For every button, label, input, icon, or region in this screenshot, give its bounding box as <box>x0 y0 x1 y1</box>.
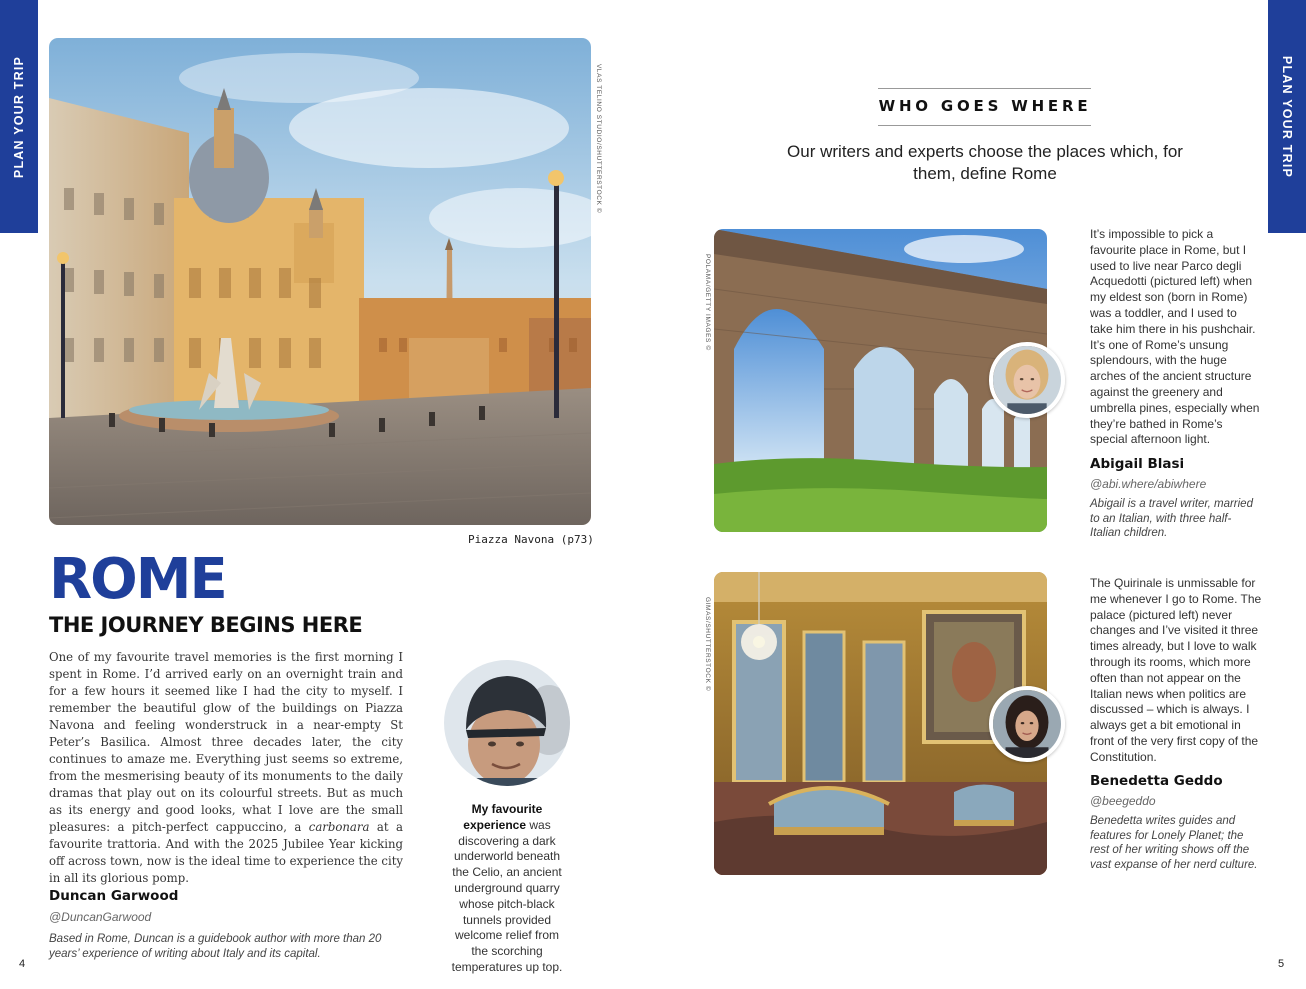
side-tab-label: PLAN YOUR TRIP <box>12 55 26 178</box>
author-avatar-duncan <box>444 660 570 786</box>
author-handle: @DuncanGarwood <box>49 910 152 924</box>
author-bio: Based in Rome, Duncan is a guidebook author with more than 20 years’ experience of writing about Italy and its capital. <box>49 933 382 960</box>
page-title: ROME <box>49 547 226 612</box>
page-subtitle: THE JOURNEY BEGINS HERE <box>49 613 363 637</box>
favourite-text: was discovering a dark underworld beneath the Celio, an ancient underground quarry whose pitch-black tunnels provided welcome relief from the scorching temperatures up top. <box>451 817 563 974</box>
writer-avatar-benedetta <box>989 686 1065 762</box>
intro-text-part1: One of my favourite travel memories is the first morning I spent in Rome. I’d arrived early on an overnight train and for a few hours it seemed like I had the city to myself. I remember the beautiful glow of the buildings on Piazza Navona and feeling wonderstruck in a near-empty St Peter’s Basilica. Almost three decades later, the city continues to amaze me. Everything just seems so extreme, from the mesmerising beauty of its monuments to the daily dramas that play out on its colourful streets. But as much as its energy and good looks, what I love are the small pleasures: a pitch-perfect cappuccino, a <box>49 650 403 834</box>
photo-credit: POLAMA/GETTY IMAGES © <box>704 254 711 351</box>
author-name: Duncan Garwood <box>49 888 179 904</box>
intro-paragraph <box>49 649 403 887</box>
favourite-lead: My favourite experience <box>463 802 543 832</box>
favourite-experience <box>448 802 566 976</box>
photo-credit: VLAS TELINO STUDIO/SHUTTERSTOCK © <box>595 64 602 214</box>
intro-text-italic: carbonara <box>308 820 370 834</box>
side-tab-right <box>1268 0 1306 233</box>
writer-handle-abigail: @abi.where/abiwhere <box>1090 477 1207 491</box>
heading-rule-top <box>878 88 1091 89</box>
photo-caption: Piazza Navona (p73) <box>468 533 594 546</box>
photo-credit: GIMAS/SHUTTERSTOCK © <box>704 597 711 692</box>
writer-bio-abigail: Abigail is a travel writer, married to an Italian, with three half-Italian children. <box>1090 498 1253 539</box>
hero-photo-piazza-navona <box>49 38 591 525</box>
writer-name-benedetta: Benedetta Geddo <box>1090 773 1223 789</box>
side-tab-label: PLAN YOUR TRIP <box>1280 55 1294 178</box>
writer-avatar-abigail <box>989 342 1065 418</box>
writer-text-abigail: It’s impossible to pick a favourite place in Rome, but I used to live near Parco degli Acquedotti (pictured left) when my eldest son (born in Rome) was a toddler, and I used to take him there in his pushchair. It’s one of Rome’s unsung splendours, with the huge arches of the ancient structure against the greenery and umbrella pines, especially when they’re bathed in Rome’s special afternoon light. <box>1090 227 1260 447</box>
section-heading: WHO GOES WHERE <box>878 97 1092 115</box>
heading-rule-bottom <box>878 125 1091 126</box>
writer-name-abigail: Abigail Blasi <box>1090 456 1185 472</box>
intro-text-part2: at a favourite trattoria. And with the 2025 Jubilee Year kicking off across town, now is the ideal time to experience the city in all its glorious pomp. <box>49 820 403 885</box>
writer-text-benedetta: The Quirinale is unmissable for me whenever I go to Rome. The palace (pictured left) never changes and I’ve visited it three times already, but I love to walk through its rooms, which more often than not appear on the Italian news when politics are discussed – which is always. I always get a bit emotional in front of the very first copy of the Constitution. <box>1090 576 1262 764</box>
writer-bio-benedetta: Benedetta writes guides and features for Lonely Planet; the rest of her writing shows off the vast expanse of her nerd culture. <box>1090 815 1258 871</box>
section-subheading: Our writers and experts choose the places which, for them, define Rome <box>787 142 1183 183</box>
writer-handle-benedetta: @beegeddo <box>1090 794 1156 808</box>
side-tab-left <box>0 0 38 233</box>
page-number-right: 5 <box>1278 958 1285 970</box>
page-number-left: 4 <box>19 958 26 970</box>
